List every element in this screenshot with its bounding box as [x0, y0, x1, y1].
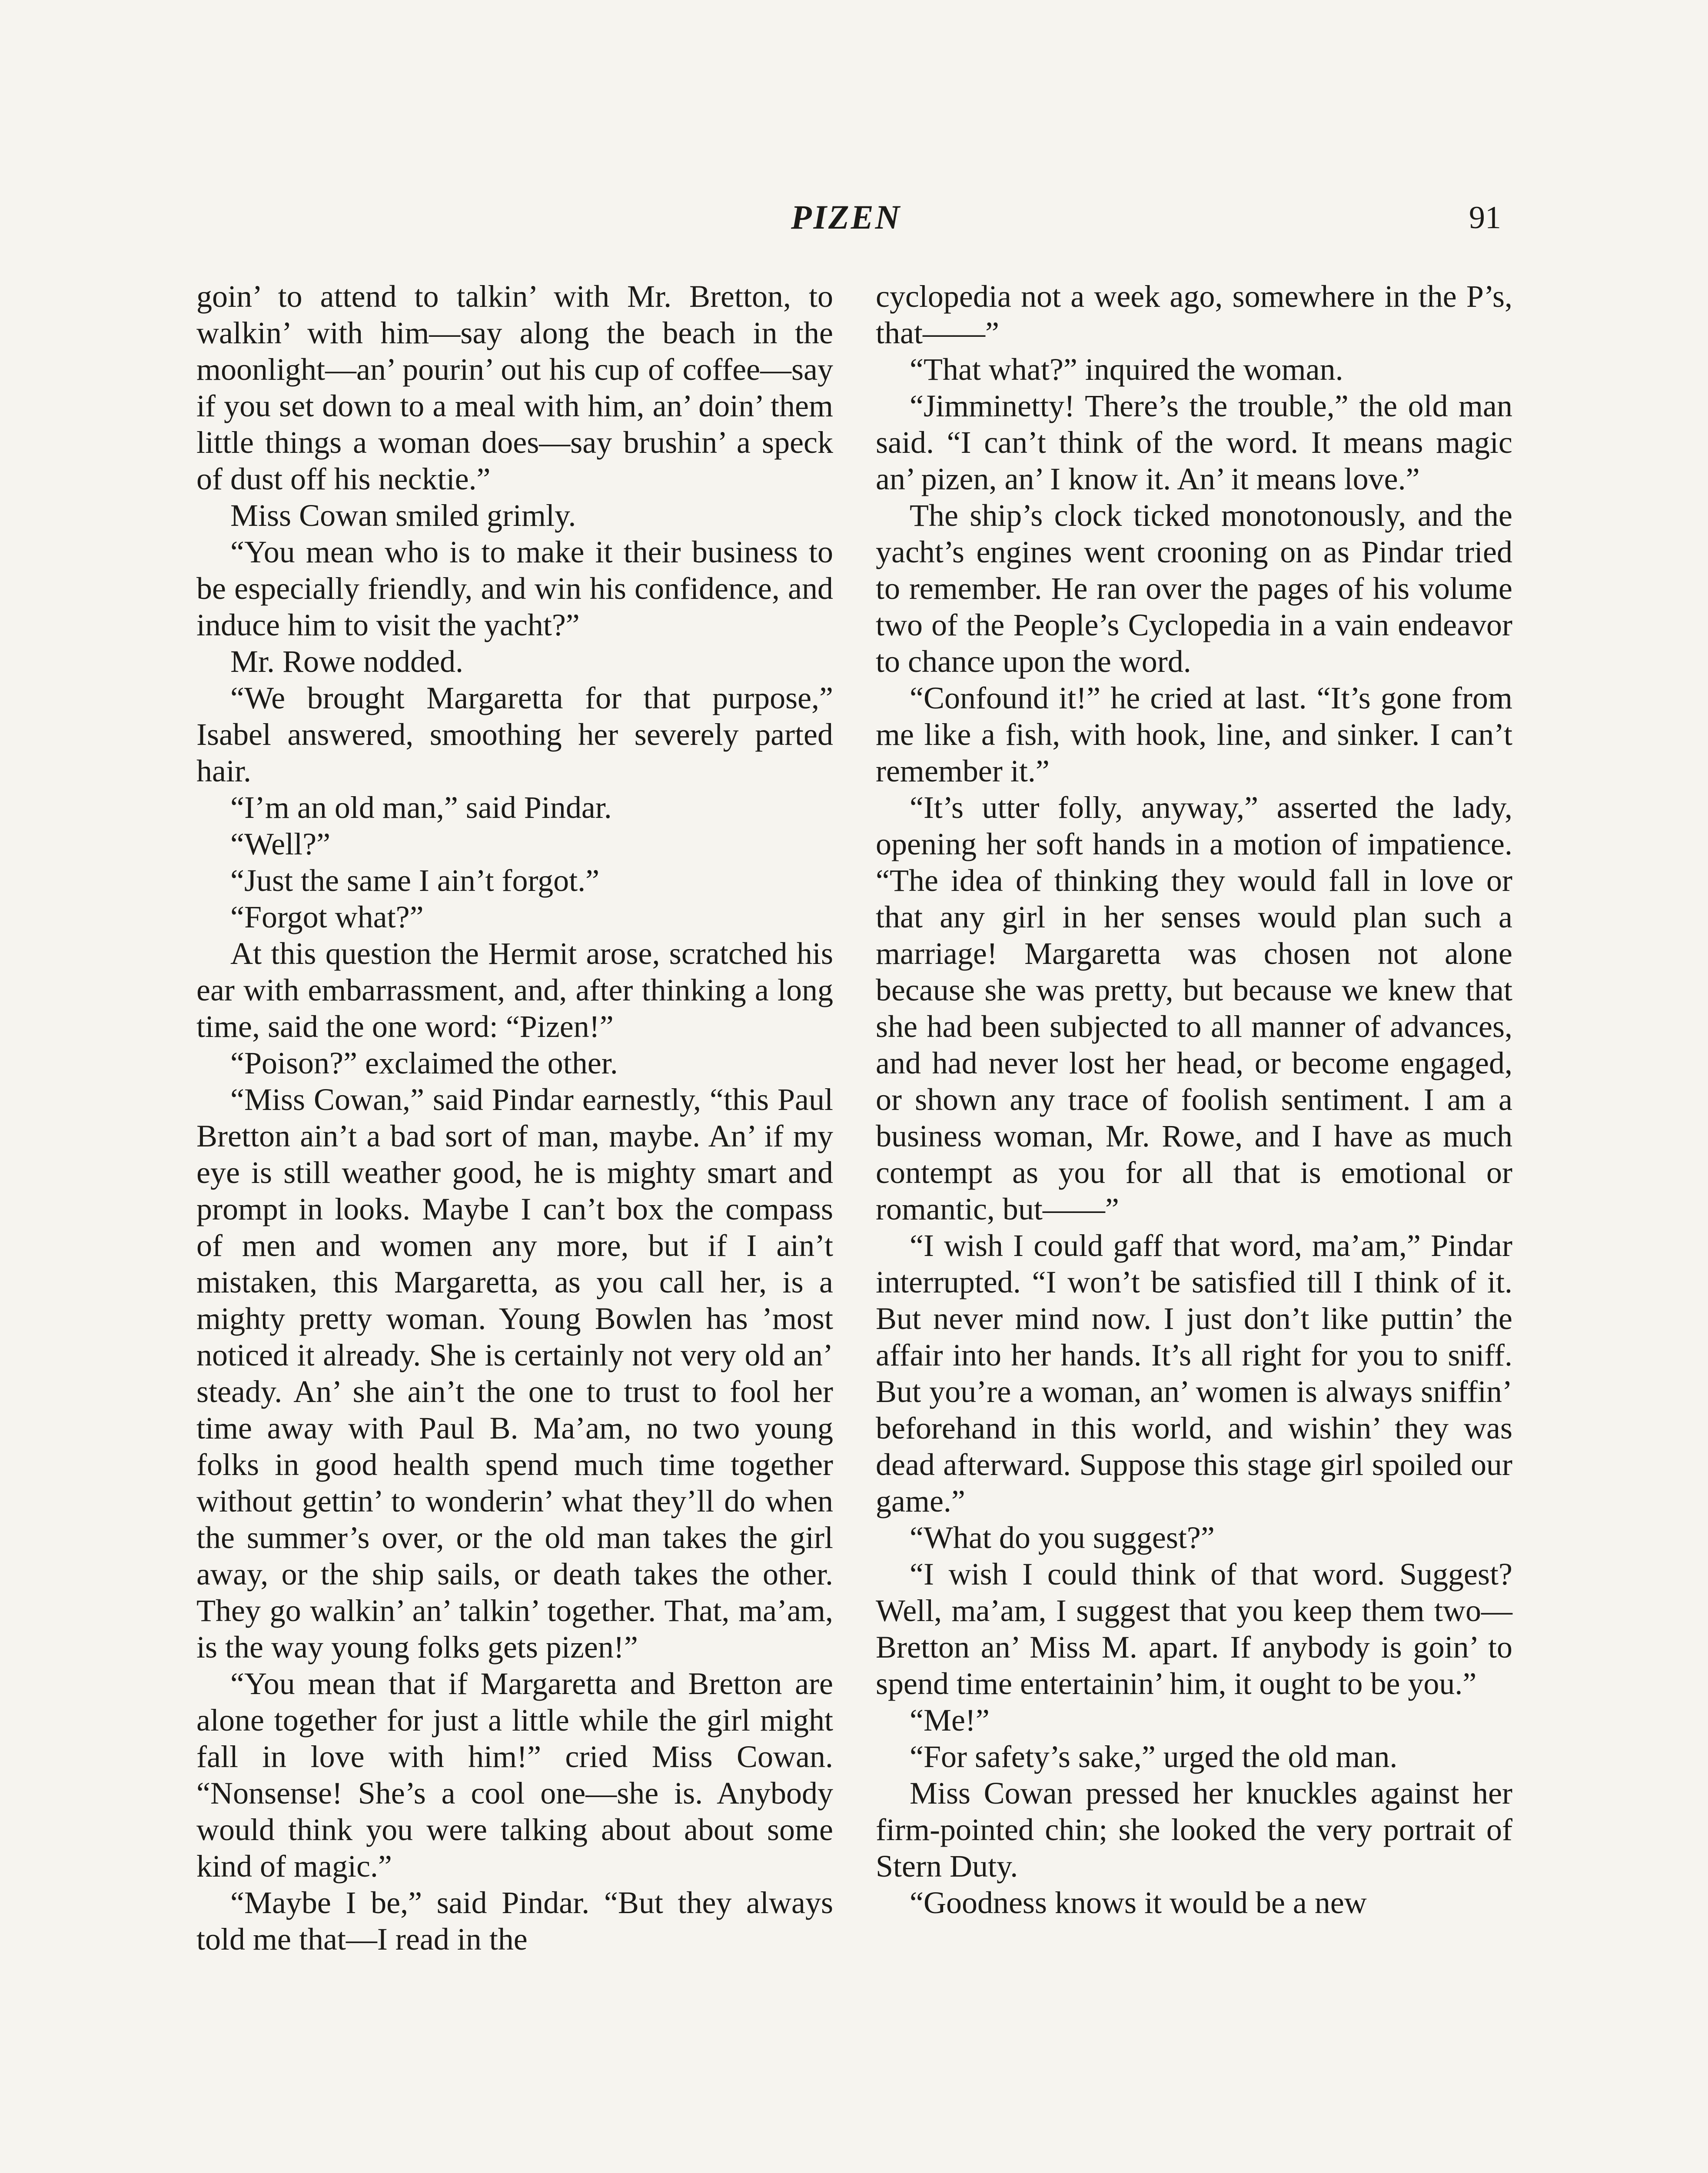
paragraph: “Jimminetty! There’s the trouble,” the old man said. “I can’t think of the word. It means magic an’ pizen, an’ I know it. An’ it means love.”: [876, 389, 1512, 496]
page-header: [0, 198, 1708, 250]
paragraph: goin’ to attend to talkin’ with Mr. Bretton, to walkin’ with him—say along the beach in the moonlight—an’ pourin’ out his cup of coffee—say if you set down to a meal with him, an’ doin’ them little things a woman does—say brushin’ a speck of dust off his necktie.”: [196, 279, 833, 496]
paragraph: “What do you suggest?”: [910, 1520, 1215, 1555]
text-column-right: [876, 278, 1512, 1921]
paragraph: Mr. Rowe nodded.: [230, 644, 463, 679]
paragraph: “Me!”: [910, 1703, 990, 1738]
paragraph: “That what?” inquired the woman.: [910, 352, 1343, 387]
paragraph: “I’m an old man,” said Pindar.: [230, 790, 612, 825]
paragraph: “We brought Margaretta for that purpose,” Isabel answered, smoothing her severely parted hair.: [196, 681, 833, 788]
paragraph: “Poison?” exclaimed the other.: [230, 1046, 618, 1080]
paragraph: “Just the same I ain’t forgot.”: [230, 863, 600, 898]
paragraph: “You mean that if Margaretta and Bretton are alone together for just a little while the girl might fall in love with him!” cried Miss Cowan. “Nonsense! She’s a cool one—she is. Anybody would think you were talking about about some kind of magic.”: [196, 1666, 833, 1884]
page-number: 91: [1469, 200, 1501, 236]
paragraph: “Well?”: [230, 827, 331, 861]
paragraph: The ship’s clock ticked monotonously, and the yacht’s engines went crooning on as Pindar tried to remember. He ran over the pages of his volume two of the People’s Cyclopedia in a vain endeavor to chance upon the word.: [876, 498, 1512, 679]
paragraph: At this question the Hermit arose, scratched his ear with embarrassment, and, after thinking a long time, said the one word: “Pizen!”: [196, 936, 833, 1044]
paragraph: Miss Cowan pressed her knuckles against her firm-pointed chin; she looked the very portrait of Stern Duty.: [876, 1776, 1512, 1884]
paragraph: cyclopedia not a week ago, somewhere in the P’s, that——”: [876, 279, 1512, 350]
paragraph: “Maybe I be,” said Pindar. “But they always told me that—I read in the: [196, 1885, 833, 1957]
paragraph: “For safety’s sake,” urged the old man.: [910, 1739, 1398, 1774]
paragraph: “Goodness knows it would be a new: [910, 1885, 1367, 1920]
paragraph: Miss Cowan smiled grimly.: [230, 498, 576, 533]
paragraph: “You mean who is to make it their business to be especially friendly, and win his confidence, and induce him to visit the yacht?”: [196, 535, 833, 642]
paragraph: “Forgot what?”: [230, 900, 424, 934]
paragraph: “It’s utter folly, anyway,” asserted the lady, opening her soft hands in a motion of impatience. “The idea of thinking they would fall in love or that any girl in her senses would plan such a marriage! Margaretta was chosen not alone because she was pretty, but because we knew that she had been subjected to all manner of advances, and had never lost her head, or become engaged, or shown any trace of foolish sentiment. I am a business woman, Mr. Rowe, and I have as much contempt as you for all that is emotional or romantic, but——”: [876, 790, 1512, 1226]
running-title: PIZEN: [791, 198, 901, 236]
paragraph: “Confound it!” he cried at last. “It’s gone from me like a fish, with hook, line, and sinker. I can’t remember it.”: [876, 681, 1512, 788]
paragraph: “I wish I could think of that word. Suggest? Well, ma’am, I suggest that you keep them two—Bretton an’ Miss M. apart. If anybody is goin’ to spend time entertainin’ him, it ought to be you.”: [876, 1557, 1512, 1701]
paragraph: “I wish I could gaff that word, ma’am,” Pindar interrupted. “I won’t be satisfied till I think of it. But never mind now. I just don’t like puttin’ the affair into her hands. It’s all right for you to sniff. But you’re a woman, an’ women is always sniffin’ beforehand in this world, and wishin’ they was dead afterward. Suppose this stage girl spoiled our game.”: [876, 1228, 1512, 1518]
paragraph: “Miss Cowan,” said Pindar earnestly, “this Paul Bretton ain’t a bad sort of man, maybe. An’ if my eye is still weather good, he is mighty smart and prompt in looks. Maybe I can’t box the compass of men and women any more, but if I ain’t mistaken, this Margaretta, as you call her, is a mighty pretty woman. Young Bowlen has ’most noticed it already. She is certainly not very old an’ steady. An’ she ain’t the one to trust to fool her time away with Paul B. Ma’am, no two young folks in good health spend much time together without gettin’ to wonderin’ what they’ll do when the summer’s over, or the old man takes the girl away, or the ship sails, or death takes the other. They go walkin’ an’ talkin’ together. That, ma’am, is the way young folks gets pizen!”: [196, 1082, 833, 1665]
text-column-left: [196, 278, 833, 1957]
